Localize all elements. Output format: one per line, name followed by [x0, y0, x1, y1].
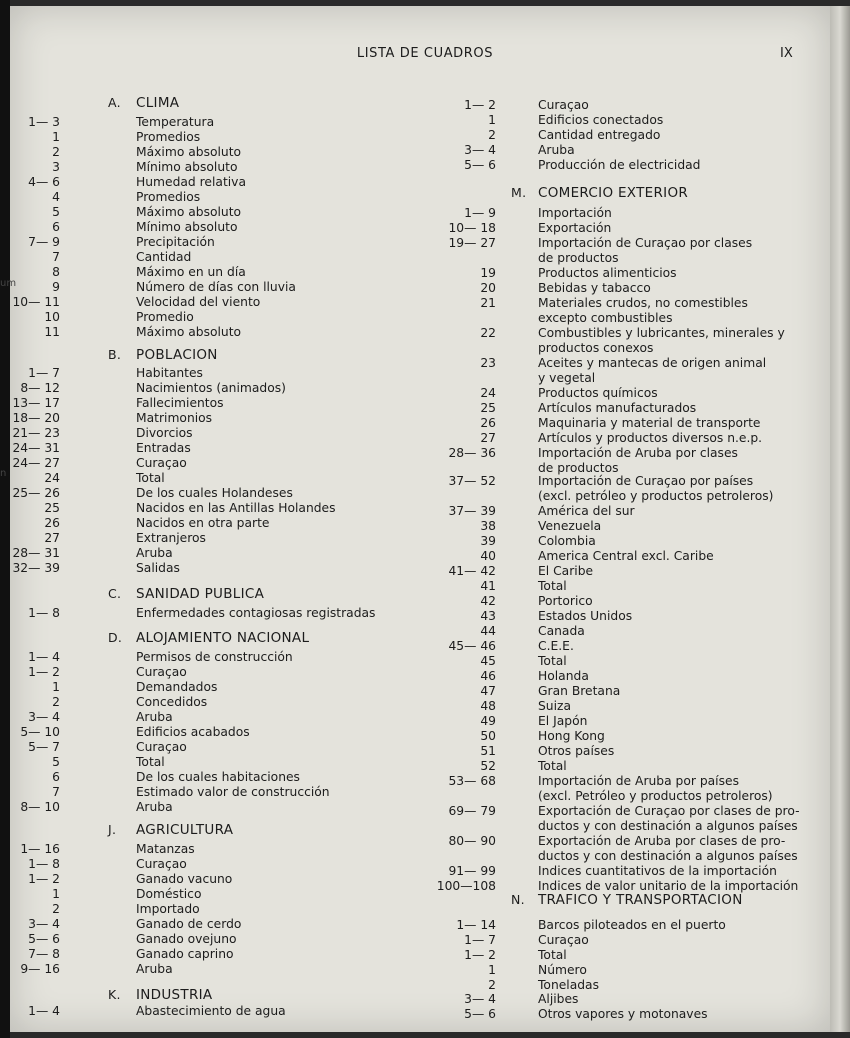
- table-number: 5: [52, 755, 60, 769]
- book-binding: [0, 0, 10, 1038]
- table-title: Holanda: [538, 669, 589, 683]
- table-number: 1— 2: [464, 98, 496, 112]
- table-title: Salidas: [136, 561, 180, 575]
- table-number: 24: [480, 386, 496, 400]
- table-number: 1: [488, 963, 496, 977]
- table-title: Máximo absoluto: [136, 325, 242, 339]
- table-number: 1: [52, 130, 60, 144]
- table-title: Matanzas: [136, 842, 195, 856]
- table-title: Importación de Curaçao por clases: [538, 236, 753, 250]
- table-title: De los cuales Holandeses: [136, 486, 293, 500]
- table-title: Habitantes: [136, 366, 203, 380]
- table-title: America Central excl. Caribe: [538, 549, 714, 563]
- table-title: Canada: [538, 624, 585, 638]
- table-number: 25: [480, 401, 496, 415]
- table-number: 37— 39: [448, 504, 496, 518]
- table-number: 5— 6: [464, 158, 496, 172]
- table-title: Ganado de cerdo: [136, 917, 242, 931]
- table-number: 27: [480, 431, 496, 445]
- table-title: productos conexos: [538, 341, 654, 355]
- table-title: Edificios conectados: [538, 113, 664, 127]
- table-title: Curaçao: [136, 857, 187, 871]
- section-title: SANIDAD PUBLICA: [136, 586, 265, 602]
- page-edge: [830, 6, 850, 1032]
- table-title: Toneladas: [538, 978, 600, 992]
- table-title: América del sur: [538, 504, 635, 518]
- table-number: 11: [44, 325, 60, 339]
- table-number: 27: [44, 531, 60, 545]
- table-title: Indices de valor unitario de la importación: [538, 879, 799, 893]
- table-number: 9: [52, 280, 60, 294]
- table-title: Precipitación: [136, 235, 215, 249]
- table-title: De los cuales habitaciones: [136, 770, 300, 784]
- table-title: Aruba: [136, 962, 173, 976]
- table-number: 1— 8: [28, 606, 60, 620]
- table-title: Curaçao: [136, 665, 187, 679]
- table-title: Importado: [136, 902, 200, 916]
- table-title: Matrimonios: [136, 411, 213, 425]
- table-number: 1— 7: [464, 933, 496, 947]
- table-number: 13— 17: [12, 396, 60, 410]
- page-title: LISTA DE CUADROS: [356, 46, 494, 61]
- table-number: 7: [52, 785, 60, 799]
- section-letter: A.: [108, 95, 121, 110]
- table-title: Importación de Aruba por países: [538, 774, 739, 788]
- table-title: Curaçao: [538, 98, 589, 112]
- table-number: 1— 4: [28, 1004, 60, 1018]
- table-number: 7— 8: [28, 947, 60, 961]
- table-title: Total: [538, 759, 567, 773]
- table-title: Suiza: [538, 699, 572, 713]
- table-title: El Japón: [538, 714, 588, 728]
- table-number: 50: [480, 729, 496, 743]
- table-title: y vegetal: [538, 371, 596, 385]
- table-title: Importación: [538, 206, 612, 220]
- table-title: Nacidos en otra parte: [136, 516, 270, 530]
- table-number: 1— 3: [28, 115, 60, 129]
- table-number: 37— 52: [448, 474, 496, 488]
- table-title: El Caribe: [538, 564, 594, 578]
- table-title: Bebidas y tabacco: [538, 281, 651, 295]
- section-title: POBLACION: [136, 347, 218, 363]
- table-title: Productos alimenticios: [538, 266, 677, 280]
- table-number: 9— 16: [20, 962, 60, 976]
- table-number: 1— 8: [28, 857, 60, 871]
- table-title: Humedad relativa: [136, 175, 246, 189]
- table-title: Otros países: [538, 744, 615, 758]
- table-number: 7: [52, 250, 60, 264]
- table-title: Temperatura: [136, 115, 215, 129]
- table-title: Concedidos: [136, 695, 208, 709]
- table-title: Nacidos en las Antillas Holandes: [136, 501, 336, 515]
- section-title: COMERCIO EXTERIOR: [538, 185, 689, 201]
- table-number: 5: [52, 205, 60, 219]
- table-title: Promedio: [136, 310, 194, 324]
- table-number: 24— 27: [12, 456, 60, 470]
- table-title: Mínimo absoluto: [136, 220, 238, 234]
- table-title: Máximo absoluto: [136, 205, 242, 219]
- section-letter: C.: [108, 586, 122, 601]
- table-title: Aljibes: [538, 992, 579, 1006]
- table-number: 2: [52, 145, 60, 159]
- table-number: 48: [480, 699, 496, 713]
- table-number: 1: [52, 680, 60, 694]
- table-number: 19: [480, 266, 496, 280]
- table-number: 2: [52, 902, 60, 916]
- table-number: 25: [44, 501, 60, 515]
- table-number: 91— 99: [448, 864, 496, 878]
- table-title: Aruba: [136, 546, 173, 560]
- table-number: 1— 9: [464, 206, 496, 220]
- table-number: 3— 4: [464, 143, 496, 157]
- table-number: 1— 2: [28, 872, 60, 886]
- table-title: Curaçao: [538, 933, 589, 947]
- table-number: 3— 4: [28, 710, 60, 724]
- table-title: Curaçao: [136, 740, 187, 754]
- table-number: 1— 7: [28, 366, 60, 380]
- table-title: Máximo en un día: [136, 265, 246, 279]
- table-title: Importación de Curaçao por países: [538, 474, 754, 488]
- table-number: 21— 23: [12, 426, 60, 440]
- table-number: 42: [480, 594, 496, 608]
- table-title: Aruba: [538, 143, 575, 157]
- table-number: 25— 26: [12, 486, 60, 500]
- section-title: ALOJAMIENTO NACIONAL: [136, 630, 310, 646]
- table-title: Producción de electricidad: [538, 158, 701, 172]
- table-title: Maquinaria y material de transporte: [538, 416, 761, 430]
- table-title: Total: [538, 579, 567, 593]
- table-title: Número: [538, 963, 587, 977]
- table-number: 20: [480, 281, 496, 295]
- table-number: 40: [480, 549, 496, 563]
- table-number: 1: [52, 887, 60, 901]
- section-letter: K.: [108, 987, 121, 1002]
- table-number: 8— 12: [20, 381, 60, 395]
- table-title: Gran Bretana: [538, 684, 621, 698]
- table-number: 100—108: [436, 879, 496, 893]
- table-title: (excl. petróleo y productos petroleros): [538, 489, 774, 503]
- table-number: 2: [52, 695, 60, 709]
- table-title: Artículos manufacturados: [538, 401, 697, 415]
- table-title: Ganado ovejuno: [136, 932, 237, 946]
- table-title: Exportación: [538, 221, 612, 235]
- table-title: Combustibles y lubricantes, minerales y: [538, 326, 785, 340]
- table-number: 1— 2: [28, 665, 60, 679]
- table-title: Total: [136, 471, 165, 485]
- table-number: 28— 36: [448, 446, 496, 460]
- table-title: Número de días con lluvia: [136, 280, 296, 294]
- table-number: 32— 39: [12, 561, 60, 575]
- table-title: Ganado vacuno: [136, 872, 233, 886]
- table-number: 28— 31: [12, 546, 60, 560]
- table-title: Estados Unidos: [538, 609, 633, 623]
- table-title: Barcos piloteados en el puerto: [538, 918, 726, 932]
- table-title: Aceites y mantecas de origen animal: [538, 356, 767, 370]
- table-number: 41— 42: [448, 564, 496, 578]
- table-title: (excl. Petróleo y productos petroleros): [538, 789, 773, 803]
- margin-fragment: um: [0, 278, 17, 289]
- table-number: 24— 31: [12, 441, 60, 455]
- table-number: 8— 10: [20, 800, 60, 814]
- table-number: 21: [480, 296, 496, 310]
- table-title: Total: [538, 948, 567, 962]
- table-number: 26: [480, 416, 496, 430]
- table-title: Cantidad: [136, 250, 192, 264]
- table-title: Artículos y productos diversos n.e.p.: [538, 431, 763, 445]
- table-number: 4— 6: [28, 175, 60, 189]
- table-number: 45— 46: [448, 639, 496, 653]
- section-title: TRAFICO Y TRANSPORTACION: [538, 892, 743, 908]
- table-number: 69— 79: [448, 804, 496, 818]
- table-title: ductos y con destinación a algunos países: [538, 849, 798, 863]
- table-title: Materiales crudos, no comestibles: [538, 296, 748, 310]
- table-title: Total: [538, 654, 567, 668]
- table-number: 1— 14: [456, 918, 496, 932]
- table-title: Fallecimientos: [136, 396, 224, 410]
- table-title: Nacimientos (animados): [136, 381, 286, 395]
- table-number: 45: [480, 654, 496, 668]
- table-number: 7— 9: [28, 235, 60, 249]
- table-number: 1— 16: [20, 842, 60, 856]
- table-number: 1— 4: [28, 650, 60, 664]
- table-title: Promedios: [136, 190, 201, 204]
- table-title: Aruba: [136, 800, 173, 814]
- table-title: ductos y con destinación a algunos países: [538, 819, 798, 833]
- table-number: 23: [480, 356, 496, 370]
- page-number: IX: [780, 46, 793, 61]
- table-title: Otros vapores y motonaves: [538, 1007, 708, 1021]
- table-title: Indices cuantitativos de la importación: [538, 864, 777, 878]
- table-title: Aruba: [136, 710, 173, 724]
- table-number: 51: [480, 744, 496, 758]
- section-letter: D.: [108, 630, 123, 645]
- table-title: de productos: [538, 251, 619, 265]
- table-title: de productos: [538, 461, 619, 475]
- table-number: 10— 18: [448, 221, 496, 235]
- table-number: 5— 7: [28, 740, 60, 754]
- table-title: Doméstico: [136, 887, 202, 901]
- table-number: 19— 27: [448, 236, 496, 250]
- table-number: 3: [52, 160, 60, 174]
- table-number: 6: [52, 770, 60, 784]
- table-title: Extranjeros: [136, 531, 206, 545]
- table-number: 46: [480, 669, 496, 683]
- table-number: 44: [480, 624, 496, 638]
- section-letter: J.: [108, 822, 117, 837]
- table-number: 6: [52, 220, 60, 234]
- table-title: Entradas: [136, 441, 191, 455]
- table-title: Importación de Aruba por clases: [538, 446, 738, 460]
- table-title: Exportación de Curaçao por clases de pro-: [538, 804, 800, 818]
- section-letter: B.: [108, 347, 122, 362]
- table-title: Abastecimiento de agua: [136, 1004, 286, 1018]
- table-title: Portorico: [538, 594, 593, 608]
- table-number: 4: [52, 190, 60, 204]
- table-title: Divorcios: [136, 426, 193, 440]
- table-number: 18— 20: [12, 411, 60, 425]
- table-number: 26: [44, 516, 60, 530]
- table-number: 10: [44, 310, 60, 324]
- table-title: Enfermedades contagiosas registradas: [136, 606, 376, 620]
- table-number: 22: [480, 326, 496, 340]
- table-number: 53— 68: [448, 774, 496, 788]
- section-letter: N.: [511, 892, 525, 907]
- table-title: Velocidad del viento: [136, 295, 261, 309]
- table-number: 3— 4: [464, 992, 496, 1006]
- margin-fragment: n: [0, 468, 7, 479]
- table-number: 2: [488, 978, 496, 992]
- table-title: C.E.E.: [538, 639, 574, 653]
- table-number: 39: [480, 534, 496, 548]
- table-number: 8: [52, 265, 60, 279]
- table-title: Permisos de construcción: [136, 650, 293, 664]
- table-number: 38: [480, 519, 496, 533]
- table-number: 5— 6: [28, 932, 60, 946]
- table-title: Demandados: [136, 680, 218, 694]
- table-title: Total: [136, 755, 165, 769]
- table-number: 3— 4: [28, 917, 60, 931]
- table-number: 43: [480, 609, 496, 623]
- table-number: 41: [480, 579, 496, 593]
- table-number: 5— 10: [20, 725, 60, 739]
- section-title: AGRICULTURA: [136, 822, 234, 838]
- table-number: 2: [488, 128, 496, 142]
- table-title: Exportación de Aruba por clases de pro-: [538, 834, 786, 848]
- table-title: excepto combustibles: [538, 311, 673, 325]
- table-title: Productos químicos: [538, 386, 658, 400]
- table-title: Promedios: [136, 130, 201, 144]
- table-title: Estimado valor de construcción: [136, 785, 330, 799]
- table-title: Máximo absoluto: [136, 145, 242, 159]
- table-number: 24: [44, 471, 60, 485]
- table-title: Mínimo absoluto: [136, 160, 238, 174]
- table-number: 1— 2: [464, 948, 496, 962]
- table-number: 1: [488, 113, 496, 127]
- table-title: Colombia: [538, 534, 596, 548]
- table-title: Edificios acabados: [136, 725, 250, 739]
- table-title: Curaçao: [136, 456, 187, 470]
- table-number: 47: [480, 684, 496, 698]
- table-number: 49: [480, 714, 496, 728]
- section-letter: M.: [511, 185, 527, 200]
- table-title: Hong Kong: [538, 729, 605, 743]
- table-number: 10— 11: [12, 295, 60, 309]
- table-title: Venezuela: [538, 519, 602, 533]
- section-title: CLIMA: [136, 95, 180, 111]
- table-number: 5— 6: [464, 1007, 496, 1021]
- table-number: 80— 90: [448, 834, 496, 848]
- table-title: Cantidad entregado: [538, 128, 661, 142]
- table-number: 52: [480, 759, 496, 773]
- table-title: Ganado caprino: [136, 947, 234, 961]
- section-title: INDUSTRIA: [136, 987, 213, 1003]
